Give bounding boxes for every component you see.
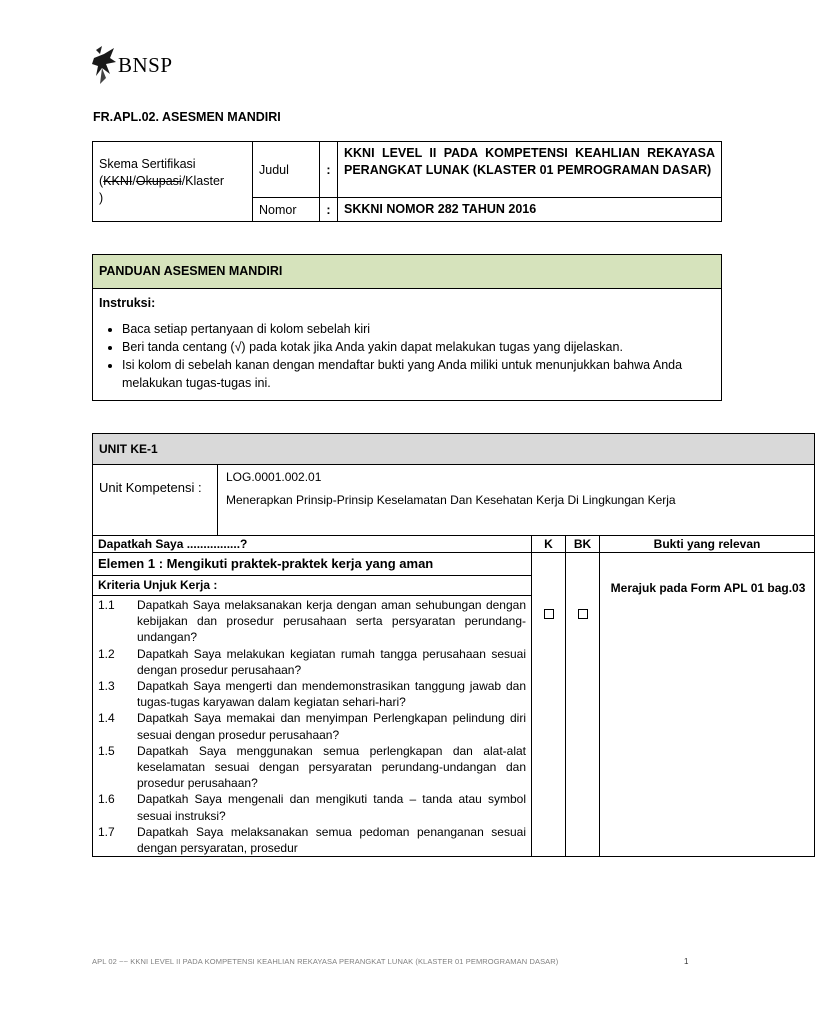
unit-table [92,433,815,857]
kriteria-item: 1.1 Dapatkah Saya melaksanakan kerja dengan aman sehubungan dengan kebijakan dan prosedur perusahaan serta persyaratan perundang-undangan? [98,598,526,645]
unit-code: LOG.0001.002.01 [226,470,322,484]
judul-label: Judul [253,142,320,198]
bk-cell[interactable] [566,553,600,857]
bnsp-logo [92,44,182,88]
elemen-title: Elemen 1 : Mengikuti praktek-praktek kerja yang aman [93,553,531,576]
nomor-colon: : [320,198,338,222]
struck-okupasi: Okupasi [135,174,182,188]
elemen-cell [93,553,532,857]
instruksi-item: • Isi kolom di sebelah kanan dengan mendaftar bukti yang Anda miliki untuk menunjukkan bahwa Anda melakukan tugas-tugas ini. [122,356,715,392]
kriteria-list [93,596,531,856]
panduan-body [93,289,721,400]
page-number: 1 [684,957,689,966]
skema-table [92,141,722,222]
panduan-box [92,254,722,401]
k-checkbox[interactable] [544,609,554,619]
col-question-header: Dapatkah Saya ................? [93,536,532,553]
col-bukti-header: Bukti yang relevan [600,536,815,553]
footer-text: APL 02 ~~ KKNI LEVEL II PADA KOMPETENSI KEAHLIAN REKAYASA PERANGKAT LUNAK (KLASTER 01 PEMROGRAMAN DASAR) [92,957,559,966]
kriteria-item: 1.2 Dapatkah Saya melakukan kegiatan rumah tangga perusahaan sesuai dengan prosedur perusahaan? [98,646,526,677]
col-bk-header: BK [566,536,600,553]
logo-text: BNSP [118,53,173,77]
instruksi-item: • Baca setiap pertanyaan di kolom sebelah kiri [122,320,715,338]
skema-label: Skema Sertifikasi (KKNI/Okupasi/Klaster ) [93,142,253,222]
kriteria-item: 1.7 Dapatkah Saya melaksanakan semua pedoman penanganan sesuai dengan persyaratan, prosedur [98,824,526,856]
nomor-label: Nomor [253,198,320,222]
unit-kompetensi-label: Unit Kompetensi : [93,465,218,536]
kriteria-label: Kriteria Unjuk Kerja : [93,576,531,596]
panduan-title: PANDUAN ASESMEN MANDIRI [93,255,721,289]
unit-name: Menerapkan Prinsip-Prinsip Keselamatan Dan Kesehatan Kerja Di Lingkungan Kerja [226,493,676,507]
kriteria-item: 1.3 Dapatkah Saya mengerti dan mendemonstrasikan tanggung jawab dan tugas-tugas karyawan dalam kegiatan sehari-hari? [98,679,526,710]
nomor-value: SKKNI NOMOR 282 TAHUN 2016 [338,198,722,222]
unit-header: UNIT KE-1 [93,434,815,465]
instruksi-list [99,320,715,392]
bukti-value: Merajuk pada Form APL 01 bag.03 [600,553,815,857]
bnsp-emblem-icon [92,44,118,88]
instruksi-item: • Beri tanda centang (√) pada kotak jika Anda yakin dapat melakukan tugas yang dijelaskan. [122,338,715,356]
kriteria-item: 1.6 Dapatkah Saya mengenali dan mengikuti tanda – tanda atau symbol sesuai instruksi? [98,792,526,823]
kriteria-item: 1.5 Dapatkah Saya menggunakan semua perlengkapan dan alat-alat keselamatan sesuai dengan persyaratan perundang-undangan dan prosedur perusahaan? [98,743,526,791]
struck-kkni: KKNI [103,174,133,188]
judul-value: KKNI LEVEL II PADA KOMPETENSI KEAHLIAN REKAYASA PERANGKAT LUNAK (KLASTER 01 PEMROGRAMAN DASAR) [338,142,722,198]
instruksi-label: Instruksi: [99,296,156,310]
col-k-header: K [532,536,566,553]
document-title: FR.APL.02. ASESMEN MANDIRI [93,110,281,124]
judul-colon: : [320,142,338,198]
bk-checkbox[interactable] [578,609,588,619]
kriteria-item: 1.4 Dapatkah Saya memakai dan menyimpan Perlengkapan pelindung diri sesuai dengan prosedur perusahaan? [98,711,526,742]
unit-kompetensi-value [218,465,815,536]
k-cell[interactable] [532,553,566,857]
